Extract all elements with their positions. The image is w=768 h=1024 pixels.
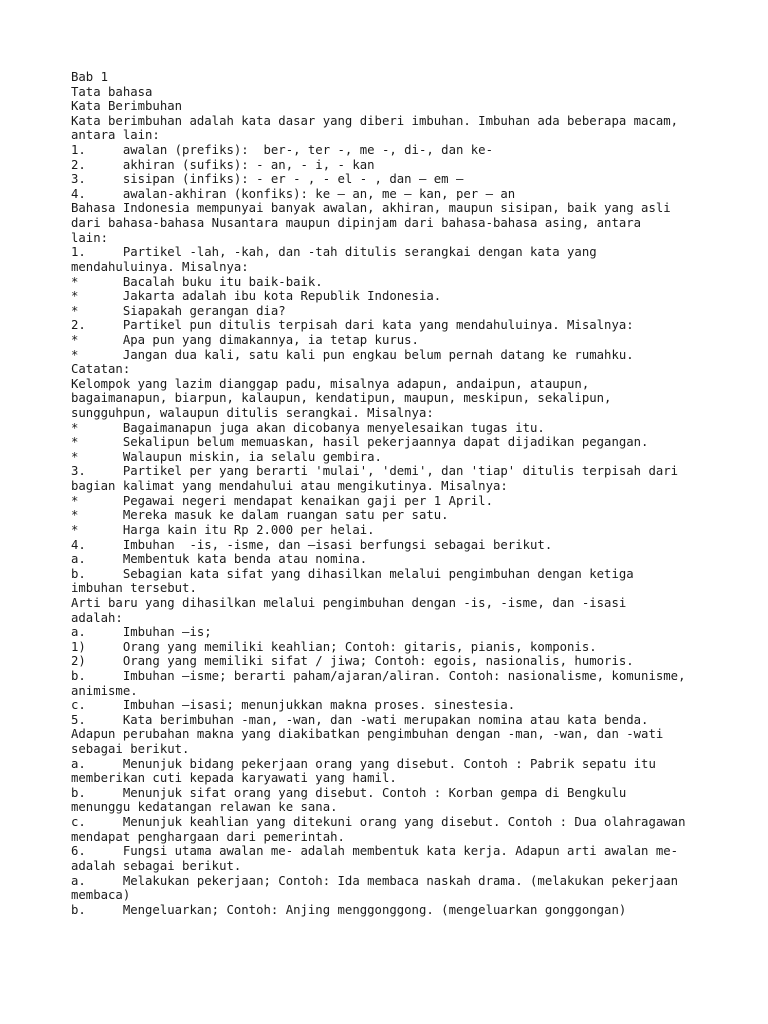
text-line: adalah sebagai berikut.: [71, 858, 242, 873]
text-line: 1. Partikel -lah, -kah, dan -tah ditulis serangkai dengan kata yang: [71, 245, 597, 260]
text-line: Kelompok yang lazim dianggap padu, misalnya adapun, andaipun, ataupun,: [71, 376, 590, 391]
text-line: sebagai berikut.: [71, 742, 190, 757]
text-line: antara lain:: [71, 128, 160, 143]
text-line: a. Melakukan pekerjaan; Contoh: Ida membaca naskah drama. (melakukan pekerjaan: [71, 873, 679, 888]
text-line: * Harga kain itu Rp 2.000 per helai.: [71, 522, 375, 537]
text-line: Adapun perubahan makna yang diakibatkan pengimbuhan dengan -man, -wan, dan -wati: [71, 727, 664, 742]
text-line: * Jakarta adalah ibu kota Republik Indonesia.: [71, 289, 442, 304]
text-line: imbuhan tersebut.: [71, 581, 197, 596]
text-line: 4. Imbuhan -is, -isme, dan –isasi berfungsi sebagai berikut.: [71, 537, 553, 552]
text-line: * Pegawai negeri mendapat kenaikan gaji per 1 April.: [71, 493, 493, 508]
text-line: memberikan cuti kepada karyawati yang hamil.: [71, 771, 397, 786]
text-line: dari bahasa-bahasa Nusantara maupun dipinjam dari bahasa-bahasa asing, antara: [71, 216, 642, 231]
text-line: 3. Partikel per yang berarti 'mulai', 'demi', dan 'tiap' ditulis terpisah dari: [71, 464, 679, 479]
text-line: 4. awalan-akhiran (konfiks): ke – an, me – kan, per – an: [71, 186, 516, 201]
text-line: Kata Berimbuhan: [71, 99, 183, 114]
text-line: 1. awalan (prefiks): ber-, ter -, me -, di-, dan ke-: [71, 143, 493, 158]
text-line: b. Sebagian kata sifat yang dihasilkan melalui pengimbuhan dengan ketiga: [71, 566, 634, 581]
text-line: c. Imbuhan –isasi; menunjukkan makna proses. sinestesia.: [71, 698, 516, 713]
text-line: lain:: [71, 230, 109, 245]
text-line: Kata berimbuhan adalah kata dasar yang diberi imbuhan. Imbuhan ada beberapa macam,: [71, 113, 679, 128]
text-line: 2) Orang yang memiliki sifat / jiwa; Contoh: egois, nasionalis, humoris.: [71, 654, 634, 669]
text-line: * Walaupun miskin, ia selalu gembira.: [71, 449, 382, 464]
text-line: * Siapakah gerangan dia?: [71, 303, 286, 318]
text-line: 3. sisipan (infiks): - er - , - el - , dan – em –: [71, 172, 464, 187]
text-line: * Apa pun yang dimakannya, ia tetap kurus.: [71, 332, 419, 347]
text-line: adalah:: [71, 610, 123, 625]
text-line: * Mereka masuk ke dalam ruangan satu per satu.: [71, 508, 449, 523]
text-line: bagaimanapun, biarpun, kalaupun, kendatipun, maupun, meskipun, sekalipun,: [71, 391, 612, 406]
text-line: 2. akhiran (sufiks): - an, - i, - kan: [71, 157, 375, 172]
text-line: c. Menunjuk keahlian yang ditekuni orang yang disebut. Contoh : Dua olahragawan: [71, 815, 686, 830]
text-line: b. Menunjuk sifat orang yang disebut. Contoh : Korban gempa di Bengkulu: [71, 785, 627, 800]
text-line: sungguhpun, walaupun ditulis serangkai. Misalnya:: [71, 406, 434, 421]
text-line: mendahuluinya. Misalnya:: [71, 259, 249, 274]
text-line: a. Imbuhan –is;: [71, 625, 212, 640]
text-line: * Bagaimanapun juga akan dicobanya menyelesaikan tugas itu.: [71, 420, 545, 435]
text-line: animisme.: [71, 683, 138, 698]
text-line: mendapat penghargaan dari pemerintah.: [71, 829, 345, 844]
text-line: 5. Kata berimbuhan -man, -wan, dan -wati merupakan nomina atau kata benda.: [71, 712, 649, 727]
text-line: * Sekalipun belum memuaskan, hasil pekerjaannya dapat dijadikan pegangan.: [71, 435, 649, 450]
text-line: Bahasa Indonesia mempunyai banyak awalan, akhiran, maupun sisipan, baik yang asli: [71, 201, 671, 216]
text-line: menunggu kedatangan relawan ke sana.: [71, 800, 338, 815]
text-line: Catatan:: [71, 362, 131, 377]
text-line: 2. Partikel pun ditulis terpisah dari kata yang mendahuluinya. Misalnya:: [71, 318, 634, 333]
text-line: membaca): [71, 888, 131, 903]
text-line: * Bacalah buku itu baik-baik.: [71, 274, 323, 289]
text-line: a. Membentuk kata benda atau nomina.: [71, 552, 368, 567]
text-line: Arti baru yang dihasilkan melalui pengimbuhan dengan -is, -isme, dan -isasi: [71, 595, 627, 610]
document-heading: Bab 1: [71, 70, 109, 84]
text-line: 1) Orang yang memiliki keahlian; Contoh: gitaris, pianis, komponis.: [71, 639, 597, 654]
text-line: 6. Fungsi utama awalan me- adalah membentuk kata kerja. Adapun arti awalan me-: [71, 844, 679, 859]
document-body: [71, 70, 761, 917]
text-line: b. Mengeluarkan; Contoh: Anjing menggonggong. (mengeluarkan gonggongan): [71, 902, 627, 917]
text-line: a. Menunjuk bidang pekerjaan orang yang disebut. Contoh : Pabrik sepatu itu: [71, 756, 656, 771]
text-line: * Jangan dua kali, satu kali pun engkau belum pernah datang ke rumahku.: [71, 347, 634, 362]
text-line: Tata bahasa: [71, 84, 153, 99]
text-line: bagian kalimat yang mendahului atau mengikutinya. Misalnya:: [71, 479, 508, 494]
text-line: b. Imbuhan –isme; berarti paham/ajaran/aliran. Contoh: nasionalisme, komunisme,: [71, 668, 686, 683]
